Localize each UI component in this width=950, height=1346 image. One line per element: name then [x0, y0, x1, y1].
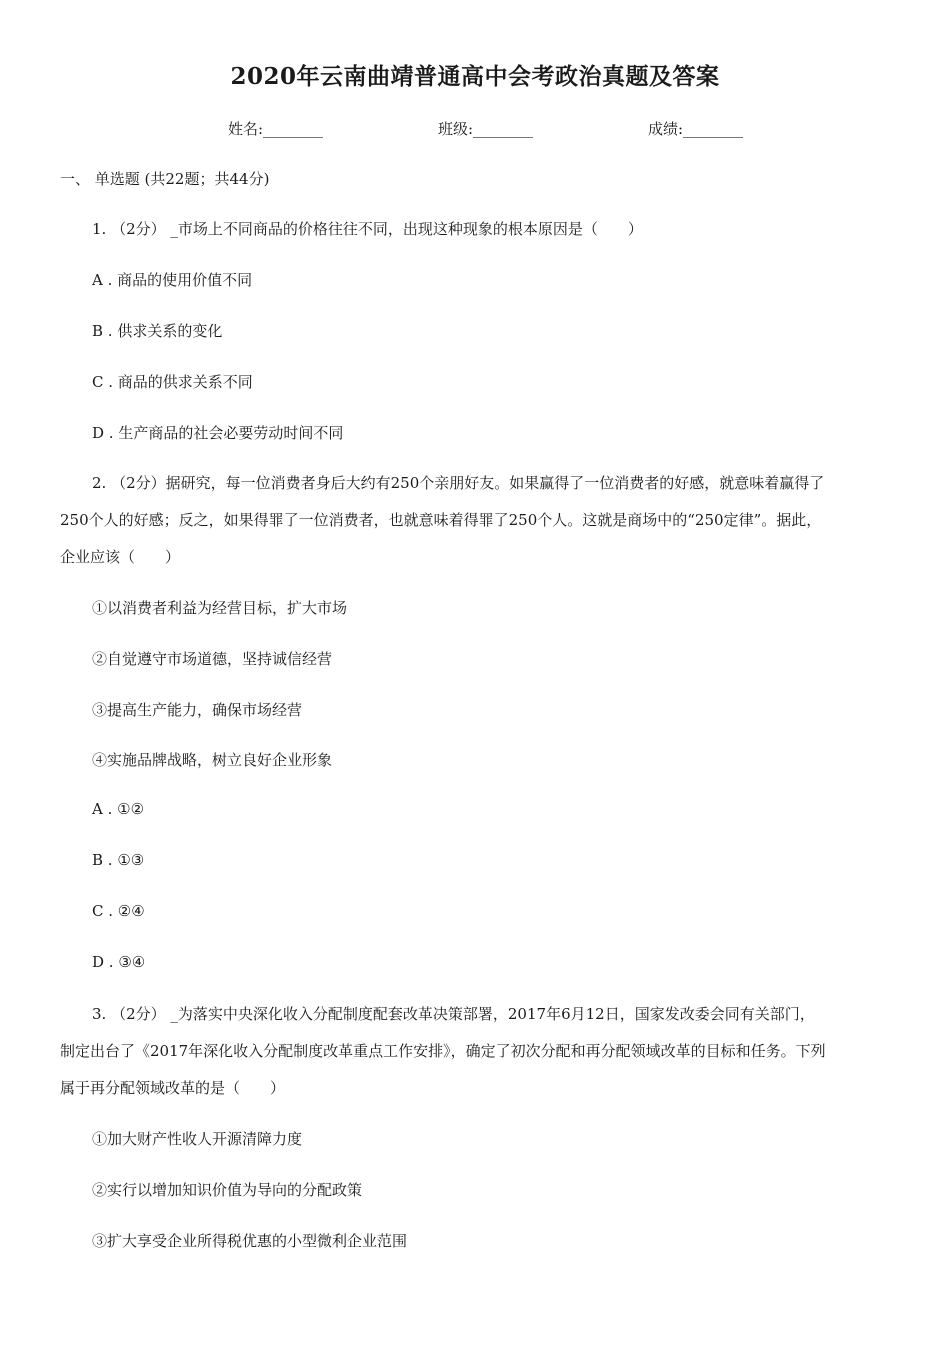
section-heading: 一、 单选题 (共22题；共44分) [60, 170, 270, 188]
question-2-stem-line-1: 2. （2分）据研究，每一位消费者身后大约有250个亲朋好友。如果赢得了一位消费者的好感，就意味着赢得了 [92, 474, 825, 492]
question-2-statement-3: ③提高生产能力，确保市场经营 [92, 701, 303, 719]
page-title: 2020年云南曲靖普通高中会考政治真题及答案 [230, 63, 720, 90]
question-3-statement-3: ③扩大享受企业所得税优惠的小型微利企业范围 [92, 1232, 408, 1250]
question-2-statement-4: ④实施品牌战略，树立良好企业形象 [92, 751, 333, 769]
question-3-stem-line-2: 制定出台了《2017年深化收入分配制度改革重点工作安排》，确定了初次分配和再分配领域改革的目标和任务。下列 [60, 1042, 826, 1060]
question-2-statement-1: ①以消费者利益为经营目标，扩大市场 [92, 599, 348, 617]
question-2-stem-line-2: 250个人的好感；反之，如果得罪了一位消费者，也就意味着得罪了250个人。这就是商场中的“250定律”。据此， [60, 511, 822, 529]
question-2-statement-2: ②自觉遵守市场道德，坚持诚信经营 [92, 650, 333, 668]
question-2-option-d: D . ③④ [92, 953, 146, 971]
question-3-stem-line-1: 3. （2分） _为落实中央深化收入分配制度配套改革决策部署，2017年6月12日，国家发改委会同有关部门， [92, 1005, 815, 1023]
question-1-option-d: D . 生产商品的社会必要劳动时间不同 [92, 424, 344, 442]
question-3-stem-line-3: 属于再分配领域改革的是（ ） [60, 1079, 286, 1097]
question-2-option-c: C . ②④ [92, 902, 145, 920]
question-3-statement-1: ①加大财产性收人开源清障力度 [92, 1130, 303, 1148]
question-1-option-c: C . 商品的供求关系不同 [92, 373, 253, 391]
question-1-option-b: B . 供求关系的变化 [92, 322, 223, 340]
question-2-option-b: B . ①③ [92, 851, 145, 869]
question-2-option-a: A . ①② [92, 800, 145, 818]
name-field: 姓名:________ [228, 120, 324, 138]
question-2-stem-line-3: 企业应该（ ） [60, 548, 181, 566]
question-3-statement-2: ②实行以增加知识价值为导向的分配政策 [92, 1181, 363, 1199]
question-1-option-a: A . 商品的使用价值不同 [92, 271, 253, 289]
class-field: 班级:________ [438, 120, 534, 138]
question-1-stem: 1. （2分） _市场上不同商品的价格往往不同，出现这种现象的根本原因是（ ） [92, 220, 643, 238]
score-field: 成绩:________ [648, 120, 744, 138]
